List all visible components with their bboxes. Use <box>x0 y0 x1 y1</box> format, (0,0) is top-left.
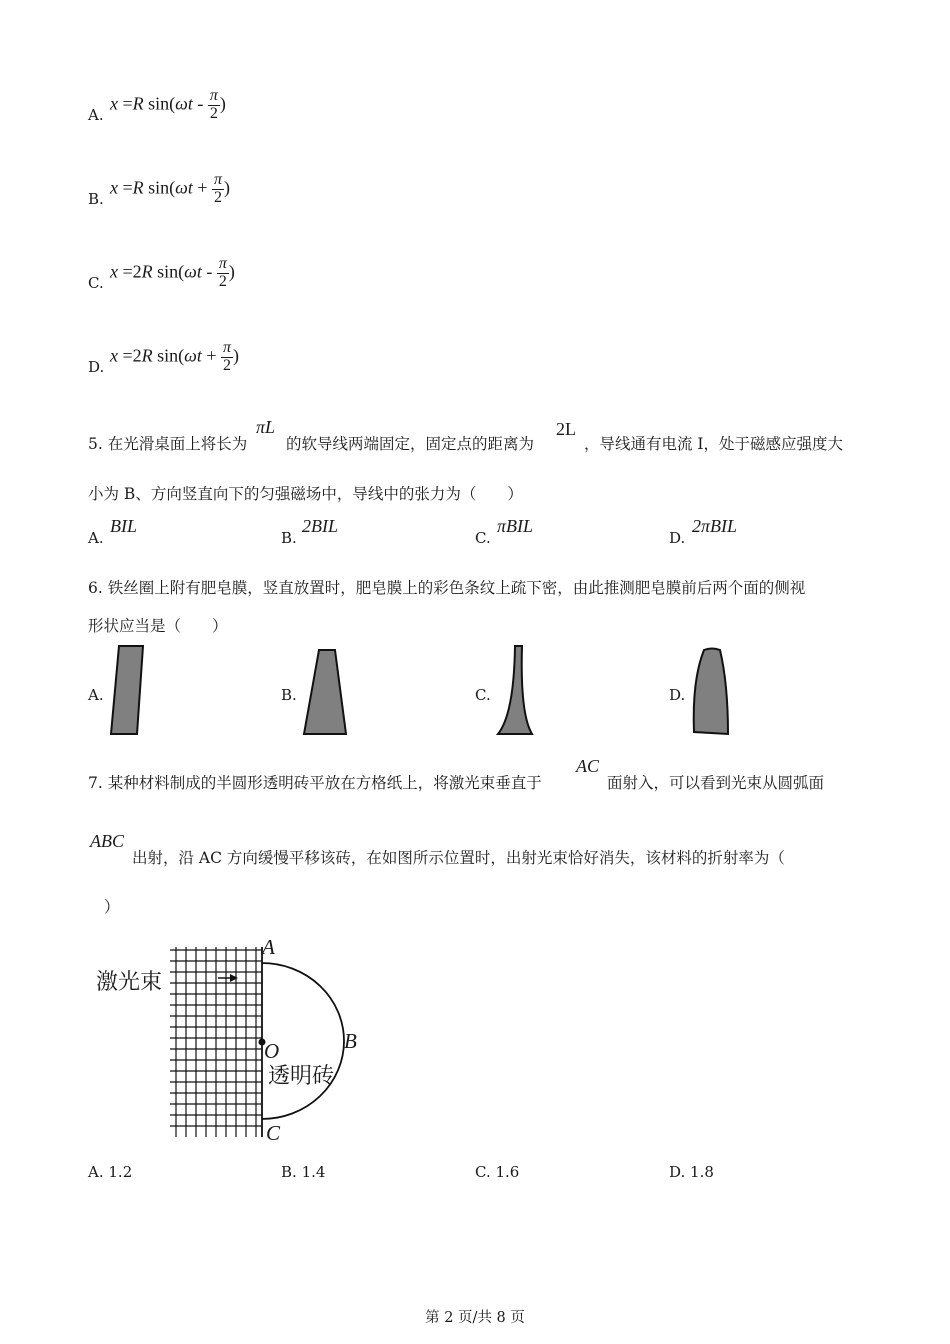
point-a-label: A <box>262 935 275 959</box>
q5-option-c-label: C. <box>475 529 491 547</box>
q5-option-b-value: 2BIL <box>302 516 338 536</box>
q5-option-d-value: 2πBIL <box>692 516 738 536</box>
q6-shape-d <box>688 644 736 738</box>
point-o-label: O <box>264 1039 280 1063</box>
q6-shape-c <box>492 644 546 738</box>
q5-option-d-label: D. <box>669 529 686 547</box>
q5-text-2: 小为 B、方向竖直向下的匀强磁场中，导线中的张力为（ ） <box>88 485 523 503</box>
q7-option-b: B. 1.4 <box>281 1163 326 1181</box>
q4-formula-d: x =2R sin(ωt + $\frac{\pi}{2}$ ) <box>110 339 240 374</box>
q6-shape-b <box>298 644 352 738</box>
page-footer: 第 2 页/共 8 页 <box>425 1310 525 1326</box>
q6-option-d-label: D. <box>669 686 686 704</box>
q6-shape-a <box>105 644 149 738</box>
q6-option-b-label: B. <box>281 686 297 704</box>
q7-text-1b: 面射入，可以看到光束从圆弧面 <box>607 774 825 792</box>
q7-text-3: ） <box>104 898 120 916</box>
q5-option-a-label: A. <box>88 529 104 547</box>
point-b-label: B <box>344 1029 357 1053</box>
grid-paper <box>170 947 262 1137</box>
q7-text-2: 出射，沿 AC 方向缓慢平移该砖，在如图所示位置时，出射光束恰好消失，该材料的折射率为（ <box>132 849 785 867</box>
q5-text-1c: ，导线通有电流 I，处于磁感应强度大 <box>584 435 844 453</box>
q6-option-c-label: C. <box>475 686 491 704</box>
q4-formula-b: x =R sin(ωt + $\frac{\pi}{2}$ ) <box>110 171 231 206</box>
brick-label: 透明砖 <box>268 1064 335 1089</box>
laser-label: 激光束 <box>96 970 163 995</box>
q5-text-1b: 的软导线两端固定，固定点的距离为 <box>286 435 535 453</box>
q7-option-a: A. 1.2 <box>88 1163 133 1181</box>
q7-math-abc: ABC <box>90 831 124 851</box>
q7-figure <box>90 935 390 1150</box>
q7-text-1a: 7. 某种材料制成的半圆形透明砖平放在方格纸上，将激光束垂直于 <box>88 774 542 792</box>
q6-text-1: 6. 铁丝圈上附有肥皂膜，竖直放置时，肥皂膜上的彩色条纹上疏下密，由此推测肥皂膜前后两个面的侧视 <box>88 579 806 597</box>
q5-text-1a: 5. 在光滑桌面上将长为 <box>88 435 248 453</box>
q4-formula-a: x =R sin(ωt - $\frac{\pi}{2}$ ) <box>110 87 226 122</box>
q5-math-length: πL <box>256 417 276 437</box>
q5-option-b-label: B. <box>281 529 297 547</box>
option-label: B. <box>88 190 104 208</box>
laser-arrow <box>218 974 238 982</box>
option-label: D. <box>88 358 105 376</box>
q5-math-distance: 2L <box>556 419 576 439</box>
option-label: C. <box>88 274 104 292</box>
q7-option-c: C. 1.6 <box>475 1163 520 1181</box>
q6-text-2: 形状应当是（ ） <box>88 617 228 635</box>
q5-option-a-value: BIL <box>110 516 137 536</box>
q6-option-a-label: A. <box>88 686 104 704</box>
q5-option-c-value: πBIL <box>497 516 534 536</box>
q7-option-d: D. 1.8 <box>669 1163 714 1181</box>
point-c-label: C <box>266 1121 281 1145</box>
option-label: A. <box>88 106 104 124</box>
q7-math-ac: AC <box>576 756 600 776</box>
q4-formula-c: x =2R sin(ωt - $\frac{\pi}{2}$ ) <box>110 255 235 290</box>
